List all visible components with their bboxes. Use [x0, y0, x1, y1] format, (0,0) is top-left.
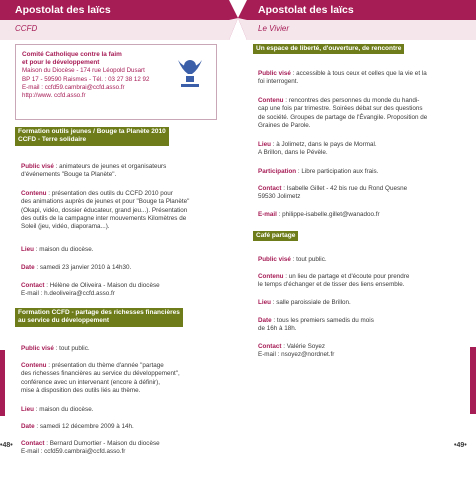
r1-email: [258, 211, 470, 219]
r1-participation: [258, 168, 470, 176]
text-contact-2: 59530 Jolimetz: [258, 193, 301, 201]
right-subheader-bar: [238, 20, 476, 40]
text-lieu-1: : à Jolimetz, dans le pays de Mormal.: [270, 141, 377, 148]
r1-contenu: [258, 97, 470, 130]
text-lieu-2: A Brillon, dans le Pévèle.: [258, 149, 328, 157]
band-line-2: au service du développement: [18, 317, 110, 325]
card-org-name-2: et pour le développement: [22, 59, 100, 67]
label-contact: Contact: [21, 440, 45, 447]
s2-contact: [21, 440, 226, 457]
label-contenu: Contenu: [258, 273, 284, 280]
s2-public: [21, 345, 226, 353]
r2-public: [258, 256, 470, 264]
text-email[interactable]: : philippe-isabelle.gillet@wanadoo.fr: [276, 211, 380, 218]
text-contenu-2: cap une fois par trimestre. Soirées débat sur des questions: [258, 105, 423, 113]
s1-contact: [21, 282, 226, 299]
s2-date: [21, 423, 226, 431]
section-band-espace-liberte: [253, 44, 404, 54]
text-date-2: de 16h à 18h.: [258, 325, 297, 333]
label-lieu: Lieu: [21, 246, 34, 253]
text-contenu-3: (Okapi, vidéo, dossier éducateur, grand jeu...). Présentation: [21, 206, 188, 214]
text-date-1: : tous les premiers samedis du mois: [271, 317, 374, 324]
right-edge-tab: [470, 347, 476, 414]
card-address: Maison du Diocèse - 174 rue Léopold Dusart: [22, 67, 145, 75]
card-phone: BP 17 - 59590 Raismes - Tél. : 03 27 38 12 92: [22, 75, 150, 83]
text-contenu-1: : présentation des outils du CCFD 2010 pour: [46, 190, 173, 197]
band-line-2: CCFD - Terre solidaire: [18, 136, 87, 144]
r1-lieu: [258, 141, 470, 158]
page-number-right-value: 49: [456, 442, 465, 449]
section-band-formation-outils: [15, 127, 169, 146]
text-public-2: d'événements "Bouge ta Planète".: [21, 171, 117, 179]
label-participation: Participation: [258, 168, 297, 175]
text-contact-1: : Isabelle Gillet - 42 bis rue du Rond Quesne: [281, 185, 408, 192]
band-line-1: Formation outils jeunes / Bouge ta Planète 2010: [18, 128, 166, 135]
text-contenu-2: des animations auprès de jeunes et pour "Bouge ta Planète": [21, 198, 190, 206]
text-public: : tout public.: [53, 345, 90, 352]
text-lieu: : maison du diocèse.: [33, 406, 94, 413]
text-contenu-1: : rencontres des personnes du monde du handi-: [283, 97, 420, 104]
text-contenu-4: Graines de Parole.: [258, 121, 311, 129]
left-header-bar: [0, 0, 238, 20]
label-public: Public visé: [258, 70, 291, 77]
label-contenu: Contenu: [21, 190, 47, 197]
text-contenu-4: mise à disposition des outils liés au thème.: [21, 386, 141, 394]
left-header-title: Apostolat des laïcs: [15, 4, 111, 16]
r2-contenu: [258, 273, 470, 290]
label-contact: Contact: [258, 185, 282, 192]
text-contenu-2: le temps d'échanger et de tisser des liens ensemble.: [258, 281, 405, 289]
card-org-name-1: Comité Catholique contre la faim: [22, 51, 122, 58]
text-contenu-4: des outils de la campagne inter mouvements Kilomètres de: [21, 214, 187, 222]
r1-public: [258, 70, 470, 87]
ccfd-logo-icon: [172, 54, 208, 90]
text-public-1: : accessible à tous ceux et celles que la vie et la: [290, 70, 427, 77]
left-subheader-bar: [0, 20, 238, 40]
s2-lieu: [21, 406, 226, 414]
r2-lieu: [258, 299, 470, 307]
ccfd-contact-card: [15, 44, 217, 120]
spine-divider: [229, 0, 247, 40]
section-band-partage-richesses: [15, 308, 183, 327]
s1-lieu: [21, 246, 226, 254]
s1-date: [21, 264, 226, 272]
text-public-2: foi interrogent.: [258, 78, 299, 86]
r2-date: [258, 317, 470, 334]
section-band-cafe-partage: [253, 231, 298, 241]
text-lieu: : maison du diocèse.: [33, 246, 94, 253]
text-contact: : Valérie Soyez: [281, 343, 326, 350]
label-contact: Contact: [258, 343, 282, 350]
text-contact-email[interactable]: E-mail : ccfd59.cambrai@ccfd.asso.fr: [21, 448, 126, 456]
label-contenu: Contenu: [21, 362, 47, 369]
page-number-left-value: 48: [2, 442, 11, 449]
label-contenu: Contenu: [258, 97, 284, 104]
text-contact: : Bernard Dumortier - Maison du diocèse: [44, 440, 160, 447]
label-public: Public visé: [21, 163, 54, 170]
label-date: Date: [21, 264, 35, 271]
text-date: : samedi 12 décembre 2009 à 14h.: [34, 423, 134, 430]
text-public: : animateurs de jeunes et organisateurs: [53, 163, 167, 170]
text-contact: : Hélène de Oliveira - Maison du diocèse: [44, 282, 160, 289]
label-contact: Contact: [21, 282, 45, 289]
text-contenu-3: de société. Groupes de partage de l'Évangile. Proposition de: [258, 113, 428, 121]
band-line-1: Un espace de liberté, d'ouverture, de rencontre: [256, 45, 402, 52]
r2-contact: [258, 343, 470, 360]
text-contenu-2: des richesses financières au service du développement",: [21, 370, 180, 378]
label-date: Date: [258, 317, 272, 324]
band-line-1: Formation CCFD - partage des richesses financières: [18, 309, 180, 316]
label-lieu: Lieu: [258, 141, 271, 148]
right-header-title: Apostolat des laïcs: [258, 4, 354, 16]
s1-public: [21, 163, 226, 180]
label-lieu: Lieu: [258, 299, 271, 306]
text-contenu-1: : un lieu de partage et d'écoute pour prendre: [283, 273, 410, 280]
text-contact-email[interactable]: E-mail : h.deoliveira@ccfd.asso.fr: [21, 290, 115, 298]
s2-contenu: [21, 362, 226, 395]
text-participation: : Libre participation aux frais.: [296, 168, 379, 175]
right-subheader-title: Le Vivier: [258, 24, 289, 33]
text-contenu-1: : présentation du thème d'année "partage: [46, 362, 164, 369]
page-number-left: •48•: [0, 442, 13, 449]
text-contenu-5: Soleil (jeu, vidéo, diaporama...).: [21, 223, 110, 231]
text-lieu: : salle paroissiale de Brillon.: [270, 299, 351, 306]
card-email[interactable]: E-mail : ccfd59.cambrai@ccfd.asso.fr: [22, 84, 125, 92]
label-lieu: Lieu: [21, 406, 34, 413]
label-public: Public visé: [258, 256, 291, 263]
left-edge-tab: [0, 350, 5, 416]
right-header-bar: [238, 0, 476, 20]
label-email: E-mail: [258, 211, 277, 218]
label-date: Date: [21, 423, 35, 430]
page-number-right: •49•: [454, 442, 467, 449]
left-subheader-title: CCFD: [15, 24, 38, 33]
text-public: : tout public.: [290, 256, 327, 263]
text-contact-email[interactable]: E-mail : nsoyez@nordnet.fr: [258, 351, 335, 359]
r1-contact: [258, 185, 470, 202]
card-website[interactable]: http://www. ccfd.asso.fr: [22, 92, 86, 100]
s1-contenu: [21, 190, 226, 231]
text-contenu-3: conférence avec un intervenant (encore à définir),: [21, 378, 160, 386]
label-public: Public visé: [21, 345, 54, 352]
band-line-1: Café partage: [256, 232, 296, 239]
text-date: : samedi 23 janvier 2010 à 14h30.: [34, 264, 132, 271]
